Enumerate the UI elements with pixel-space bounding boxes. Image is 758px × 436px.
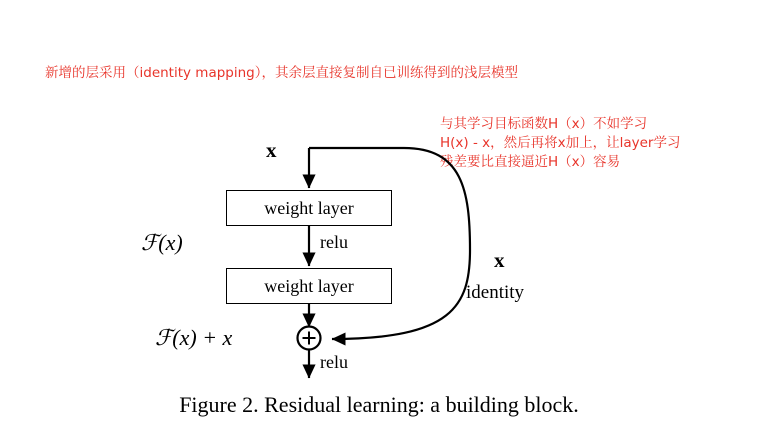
function-label: ℱ(x) bbox=[141, 230, 183, 255]
annotation-top: 新增的层采用（identity mapping），其余层直接复制自已训练得到的浅层模型 bbox=[45, 65, 518, 81]
weight-layer-block-1: weight layer bbox=[226, 190, 392, 226]
annotation-right-line3: 残差要比直接逼近H（x）容易 bbox=[440, 154, 621, 170]
weight-layer-block-2: weight layer bbox=[226, 268, 392, 304]
diagram-lines bbox=[0, 130, 758, 390]
relu-label-mid: relu bbox=[320, 232, 348, 252]
annotation-right-line2: H(x) - x，然后再将x加上，让layer学习 bbox=[440, 135, 681, 151]
residual-block-diagram bbox=[0, 130, 758, 390]
relu-label-output: relu bbox=[320, 352, 348, 372]
input-label-x: x bbox=[266, 138, 277, 162]
annotation-right-line1: 与其学习目标函数H（x）不如学习 bbox=[440, 116, 648, 132]
output-label: ℱ(x) + x bbox=[155, 325, 233, 350]
shortcut-label-x: x bbox=[494, 248, 505, 272]
figure-caption: Figure 2. Residual learning: a building block. bbox=[179, 392, 579, 417]
shortcut-label-identity: identity bbox=[466, 282, 525, 303]
